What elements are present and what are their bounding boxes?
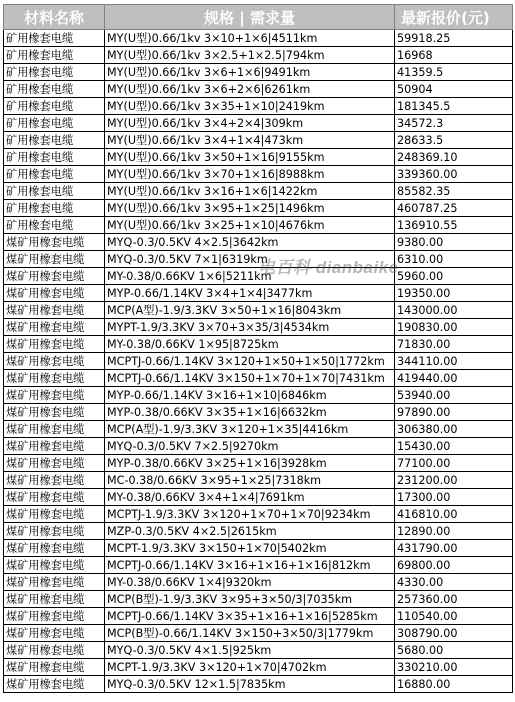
cell-price: 231200.00 — [395, 472, 513, 489]
cell-price: 41359.5 — [395, 64, 513, 81]
table-row — [4, 421, 513, 438]
table-row — [4, 200, 513, 217]
cell-material-name: 矿用橡套电缆 — [4, 183, 105, 200]
cell-material-name: 煤矿用橡套电缆 — [4, 574, 105, 591]
cell-spec-quantity: MC-0.38/0.66KV 3×95+1×25|7318km — [105, 472, 395, 489]
cell-spec-quantity: MCP(A型)-1.9/3.3KV 3×50+1×16|8043km — [105, 302, 395, 319]
cell-material-name: 矿用橡套电缆 — [4, 132, 105, 149]
table-row — [4, 387, 513, 404]
cell-spec-quantity: MY(U型)0.66/1kv 3×25+1×10|4676km — [105, 217, 395, 234]
table-row — [4, 523, 513, 540]
header-latest-price: 最新报价(元) — [395, 5, 513, 30]
cell-spec-quantity: MCPTJ-0.66/1.14KV 3×120+1×50+1×50|1772km — [105, 353, 395, 370]
cell-price: 136910.55 — [395, 217, 513, 234]
table-row — [4, 608, 513, 625]
cell-spec-quantity: MYP-0.66/1.14KV 3×16+1×10|6846km — [105, 387, 395, 404]
cell-price: 6310.00 — [395, 251, 513, 268]
cell-material-name: 煤矿用橡套电缆 — [4, 387, 105, 404]
cell-spec-quantity: MCP(B型)-1.9/3.3KV 3×95+3×50/3|7035km — [105, 591, 395, 608]
cell-material-name: 矿用橡套电缆 — [4, 98, 105, 115]
cell-material-name: 矿用橡套电缆 — [4, 81, 105, 98]
table-row — [4, 47, 513, 64]
table-row — [4, 506, 513, 523]
table-row — [4, 455, 513, 472]
cell-price: 9380.00 — [395, 234, 513, 251]
cell-price: 19350.00 — [395, 285, 513, 302]
cell-material-name: 矿用橡套电缆 — [4, 64, 105, 81]
cell-price: 110540.00 — [395, 608, 513, 625]
cell-price: 12890.00 — [395, 523, 513, 540]
table-row — [4, 30, 513, 47]
watermark: 电百科 dianbaike — [258, 258, 399, 277]
cell-price: 71830.00 — [395, 336, 513, 353]
cell-material-name: 煤矿用橡套电缆 — [4, 540, 105, 557]
cell-spec-quantity: MYP-0.66/1.14KV 3×4+1×4|3477km — [105, 285, 395, 302]
table-row — [4, 183, 513, 200]
table-header-row — [4, 5, 513, 30]
cell-material-name: 煤矿用橡套电缆 — [4, 591, 105, 608]
cell-material-name: 矿用橡套电缆 — [4, 217, 105, 234]
cell-price: 5960.00 — [395, 268, 513, 285]
cell-price: 77100.00 — [395, 455, 513, 472]
cell-price: 4330.00 — [395, 574, 513, 591]
cell-price: 15430.00 — [395, 438, 513, 455]
table-row — [4, 336, 513, 353]
table-row — [4, 217, 513, 234]
table-row — [4, 591, 513, 608]
table-row — [4, 625, 513, 642]
cell-spec-quantity: MY(U型)0.66/1kv 3×2.5+1×2.5|794km — [105, 47, 395, 64]
table-row — [4, 166, 513, 183]
cell-spec-quantity: MY(U型)0.66/1kv 3×6+1×6|9491km — [105, 64, 395, 81]
price-table — [3, 4, 513, 693]
table-row — [4, 370, 513, 387]
header-spec-quantity: 规格 | 需求量 — [105, 5, 395, 30]
cell-spec-quantity: MY-0.38/0.66KV 1×4|9320km — [105, 574, 395, 591]
cell-material-name: 煤矿用橡套电缆 — [4, 370, 105, 387]
cell-spec-quantity: MY-0.38/0.66KV 1×95|8725km — [105, 336, 395, 353]
cell-spec-quantity: MY(U型)0.66/1kv 3×70+1×16|8988km — [105, 166, 395, 183]
cell-material-name: 煤矿用橡套电缆 — [4, 268, 105, 285]
cell-material-name: 煤矿用橡套电缆 — [4, 489, 105, 506]
table-row — [4, 489, 513, 506]
cell-price: 34572.3 — [395, 115, 513, 132]
cell-material-name: 煤矿用橡套电缆 — [4, 608, 105, 625]
header-material-name: 材料名称 — [4, 5, 105, 30]
cell-spec-quantity: MY(U型)0.66/1kv 3×6+2×6|6261km — [105, 81, 395, 98]
cell-spec-quantity: MY(U型)0.66/1kv 3×4+2×4|309km — [105, 115, 395, 132]
cell-material-name: 矿用橡套电缆 — [4, 115, 105, 132]
cell-material-name: 煤矿用橡套电缆 — [4, 285, 105, 302]
cell-spec-quantity: MCPTJ-0.66/1.14KV 3×150+1×70+1×70|7431km — [105, 370, 395, 387]
cell-price: 59918.25 — [395, 30, 513, 47]
cell-material-name: 煤矿用橡套电缆 — [4, 523, 105, 540]
cell-material-name: 煤矿用橡套电缆 — [4, 506, 105, 523]
cell-spec-quantity: MYQ-0.3/0.5KV 4×2.5|3642km — [105, 234, 395, 251]
cell-material-name: 煤矿用橡套电缆 — [4, 438, 105, 455]
cell-price: 460787.25 — [395, 200, 513, 217]
cell-price: 190830.00 — [395, 319, 513, 336]
cell-material-name: 煤矿用橡套电缆 — [4, 234, 105, 251]
table-row — [4, 676, 513, 693]
price-table-container — [3, 4, 512, 693]
cell-price: 50904 — [395, 81, 513, 98]
cell-spec-quantity: MYQ-0.3/0.5KV 12×1.5|7835km — [105, 676, 395, 693]
cell-spec-quantity: MCPTJ-0.66/1.14KV 3×35+1×16+1×16|5285km — [105, 608, 395, 625]
table-row — [4, 472, 513, 489]
cell-material-name: 煤矿用橡套电缆 — [4, 642, 105, 659]
cell-price: 143000.00 — [395, 302, 513, 319]
cell-price: 97890.00 — [395, 404, 513, 421]
table-row — [4, 98, 513, 115]
cell-spec-quantity: MYPT-1.9/3.3KV 3×70+3×35/3|4534km — [105, 319, 395, 336]
table-row — [4, 404, 513, 421]
table-row — [4, 115, 513, 132]
cell-material-name: 矿用橡套电缆 — [4, 149, 105, 166]
cell-material-name: 煤矿用橡套电缆 — [4, 353, 105, 370]
cell-spec-quantity: MY(U型)0.66/1kv 3×4+1×4|473km — [105, 132, 395, 149]
cell-price: 344110.00 — [395, 353, 513, 370]
table-row — [4, 438, 513, 455]
table-row — [4, 302, 513, 319]
cell-spec-quantity: MCPT-1.9/3.3KV 3×150+1×70|5402km — [105, 540, 395, 557]
cell-material-name: 煤矿用橡套电缆 — [4, 319, 105, 336]
cell-spec-quantity: MY(U型)0.66/1kv 3×35+1×10|2419km — [105, 98, 395, 115]
cell-spec-quantity: MY(U型)0.66/1kv 3×50+1×16|9155km — [105, 149, 395, 166]
table-row — [4, 149, 513, 166]
cell-price: 53940.00 — [395, 387, 513, 404]
cell-price: 257360.00 — [395, 591, 513, 608]
cell-spec-quantity: MCP(B型)-0.66/1.14KV 3×150+3×50/3|1779km — [105, 625, 395, 642]
cell-price: 16968 — [395, 47, 513, 64]
cell-material-name: 煤矿用橡套电缆 — [4, 421, 105, 438]
cell-spec-quantity: MCPTJ-1.9/3.3KV 3×120+1×70+1×70|9234km — [105, 506, 395, 523]
table-row — [4, 64, 513, 81]
cell-material-name: 矿用橡套电缆 — [4, 47, 105, 64]
cell-material-name: 煤矿用橡套电缆 — [4, 625, 105, 642]
cell-price: 85582.35 — [395, 183, 513, 200]
cell-price: 416810.00 — [395, 506, 513, 523]
cell-material-name: 煤矿用橡套电缆 — [4, 472, 105, 489]
cell-material-name: 煤矿用橡套电缆 — [4, 336, 105, 353]
cell-spec-quantity: MYP-0.38/0.66KV 3×25+1×16|3928km — [105, 455, 395, 472]
cell-spec-quantity: MY(U型)0.66/1kv 3×16+1×6|1422km — [105, 183, 395, 200]
cell-material-name: 煤矿用橡套电缆 — [4, 659, 105, 676]
table-row — [4, 132, 513, 149]
cell-material-name: 矿用橡套电缆 — [4, 166, 105, 183]
cell-material-name: 矿用橡套电缆 — [4, 30, 105, 47]
table-row — [4, 642, 513, 659]
cell-price: 28633.5 — [395, 132, 513, 149]
cell-material-name: 煤矿用橡套电缆 — [4, 251, 105, 268]
cell-price: 17300.00 — [395, 489, 513, 506]
cell-spec-quantity: MCP(A型)-1.9/3.3KV 3×120+1×35|4416km — [105, 421, 395, 438]
cell-spec-quantity: MY(U型)0.66/1kv 3×95+1×25|1496km — [105, 200, 395, 217]
cell-material-name: 煤矿用橡套电缆 — [4, 557, 105, 574]
cell-spec-quantity: MCPT-1.9/3.3KV 3×120+1×70|4702km — [105, 659, 395, 676]
table-row — [4, 659, 513, 676]
cell-material-name: 矿用橡套电缆 — [4, 200, 105, 217]
cell-price: 308790.00 — [395, 625, 513, 642]
table-row — [4, 540, 513, 557]
cell-price: 339360.00 — [395, 166, 513, 183]
cell-price: 16880.00 — [395, 676, 513, 693]
table-row — [4, 557, 513, 574]
cell-price: 248369.10 — [395, 149, 513, 166]
cell-spec-quantity: MY-0.38/0.66KV 3×4+1×4|7691km — [105, 489, 395, 506]
cell-spec-quantity: MY(U型)0.66/1kv 3×10+1×6|4511km — [105, 30, 395, 47]
cell-spec-quantity: MYQ-0.3/0.5KV 7×1|6319km — [105, 251, 395, 268]
cell-price: 306380.00 — [395, 421, 513, 438]
cell-spec-quantity: MZP-0.3/0.5KV 4×2.5|2615km — [105, 523, 395, 540]
cell-price: 431790.00 — [395, 540, 513, 557]
cell-material-name: 煤矿用橡套电缆 — [4, 455, 105, 472]
table-row — [4, 81, 513, 98]
table-row — [4, 574, 513, 591]
cell-material-name: 煤矿用橡套电缆 — [4, 676, 105, 693]
cell-material-name: 煤矿用橡套电缆 — [4, 302, 105, 319]
cell-spec-quantity: MYP-0.38/0.66KV 3×35+1×16|6632km — [105, 404, 395, 421]
table-body — [4, 30, 513, 693]
table-row — [4, 285, 513, 302]
cell-price: 181345.5 — [395, 98, 513, 115]
cell-material-name: 煤矿用橡套电缆 — [4, 404, 105, 421]
cell-spec-quantity: MY-0.38/0.66KV 1×6|5211km — [105, 268, 395, 285]
table-row — [4, 353, 513, 370]
cell-spec-quantity: MYQ-0.3/0.5KV 4×1.5|925km — [105, 642, 395, 659]
table-row — [4, 319, 513, 336]
cell-price: 69800.00 — [395, 557, 513, 574]
cell-price: 330210.00 — [395, 659, 513, 676]
table-row — [4, 234, 513, 251]
cell-price: 419440.00 — [395, 370, 513, 387]
cell-spec-quantity: MYQ-0.3/0.5KV 7×2.5|9270km — [105, 438, 395, 455]
cell-price: 5680.00 — [395, 642, 513, 659]
cell-spec-quantity: MCPTJ-0.66/1.14KV 3×16+1×16+1×16|812km — [105, 557, 395, 574]
